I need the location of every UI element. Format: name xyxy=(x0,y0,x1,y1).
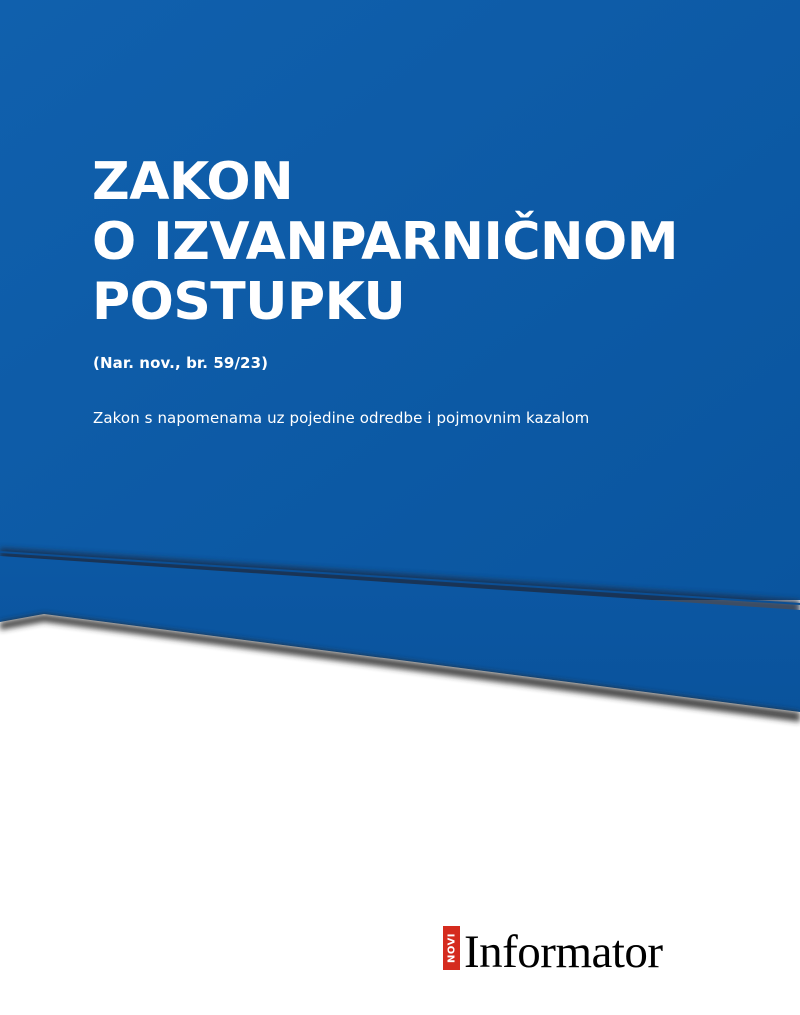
novi-badge xyxy=(443,926,460,970)
novi-badge-text: NOVI xyxy=(446,932,457,964)
publisher-wordmark: Informator xyxy=(464,926,663,978)
book-title xyxy=(92,152,678,332)
title-line-1: ZAKON xyxy=(92,152,294,212)
title-line-3: POSTUPKU xyxy=(92,272,406,332)
gazette-reference: (Nar. nov., br. 59/23) xyxy=(93,354,269,372)
book-subtitle: Zakon s napomenama uz pojedine odredbe i pojmovnim kazalom xyxy=(93,409,590,427)
publisher-logo xyxy=(443,922,663,976)
title-line-2: O IZVANPARNIČNOM xyxy=(92,212,678,272)
